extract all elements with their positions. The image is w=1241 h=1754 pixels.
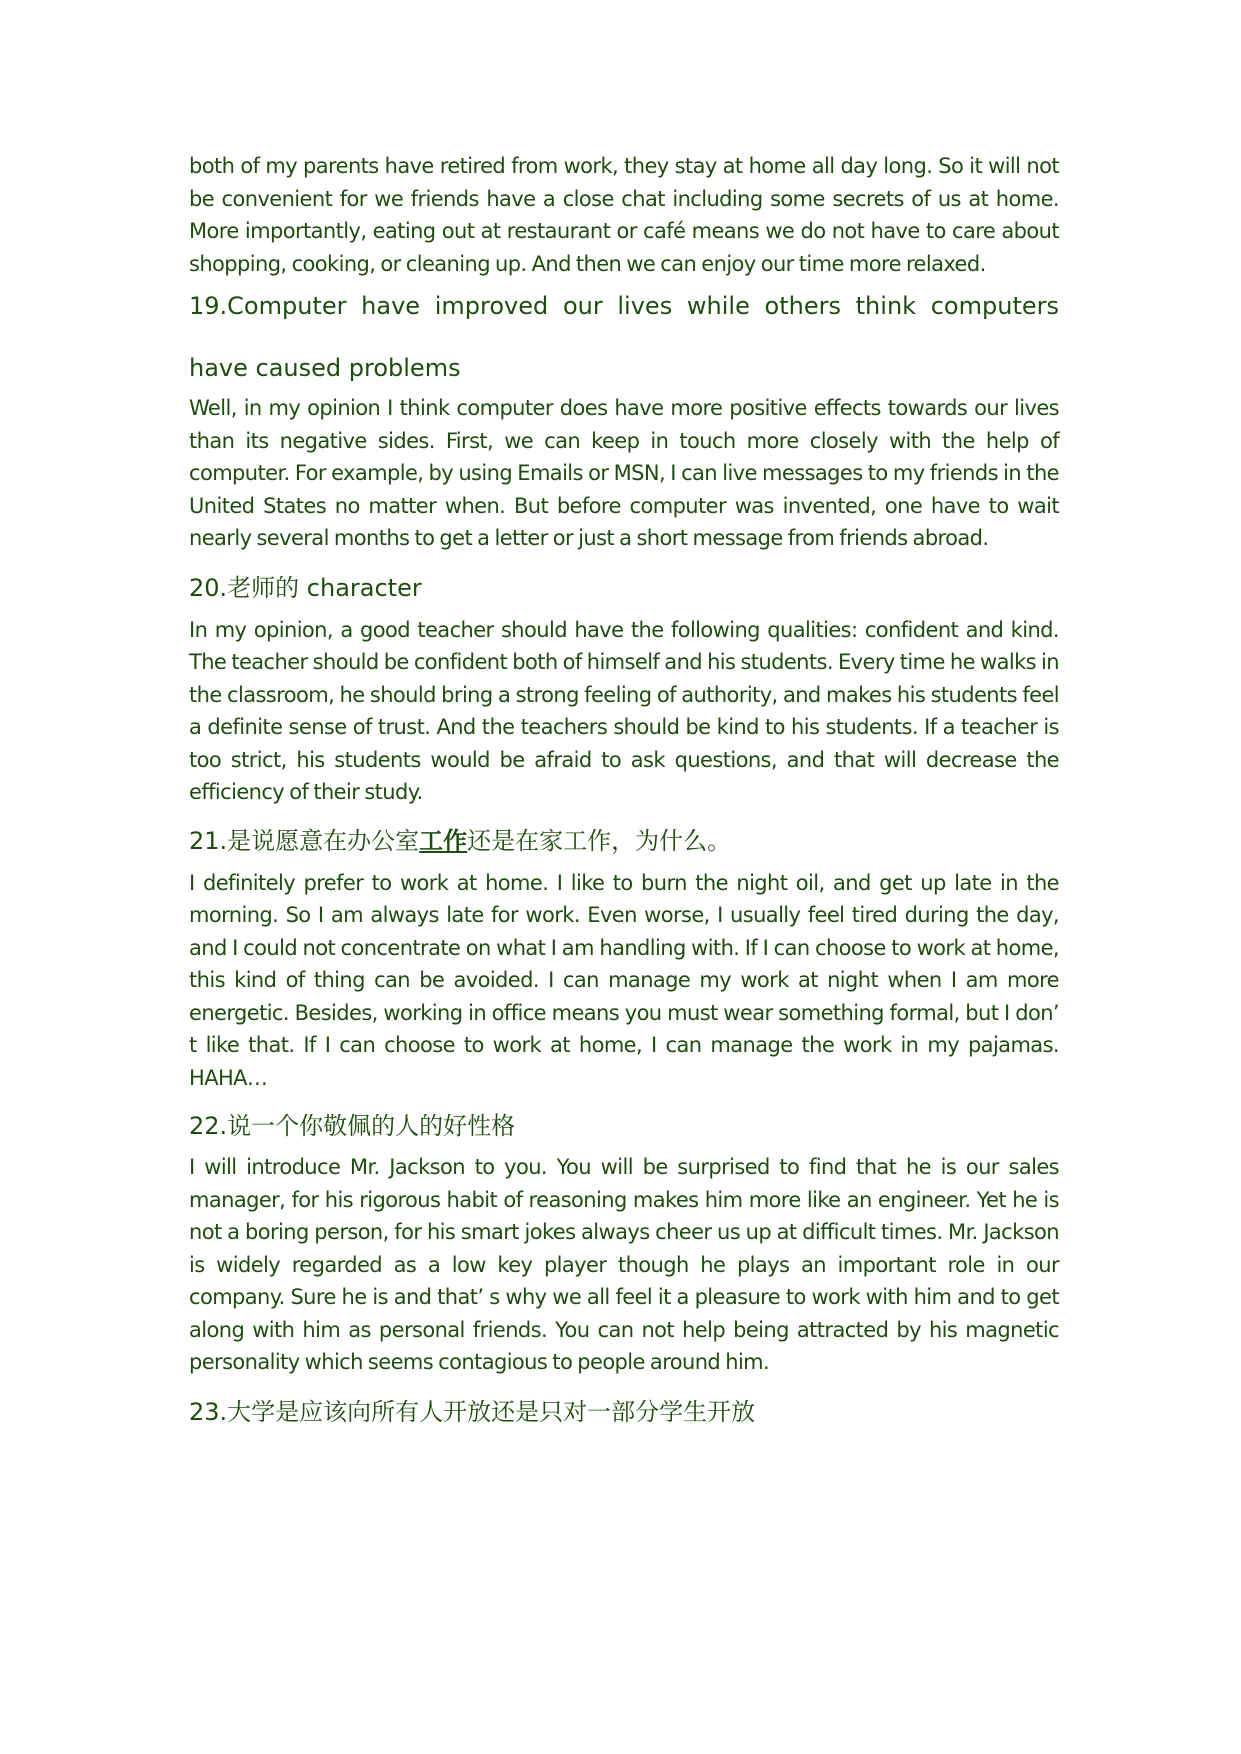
heading-22-admired-person: 22.说一个你敬佩的人的好性格 (189, 1112, 516, 1140)
heading-21-work-location (189, 821, 1059, 856)
heading-21-text-after: 还是在家工作，为什么。 (467, 826, 732, 855)
document-page (189, 150, 1059, 1427)
paragraph-computer-effects: Well, in my opinion I think computer does have more positive effects towards our lives than its negative sides. First, we can keep in touch more closely with the help of computer. For example, by using Emails or MSN, I can live messages to my friends in the United States no matter when. But before computer was invented, one have to wait nearly several months to get a letter or just a short message from friends abroad. (189, 396, 1059, 550)
paragraph-work-at-home: I definitely prefer to work at home. I like to burn the night oil, and get up late in the morning. So I am always late for work. Even worse, I usually feel tired during the day, and I could not concentrate on what I am handling with. If I can choose to work at home, this kind of thing can be avoided. I can manage my work at night when I am more energetic. Besides, working in office means you must wear something formal, but I don’ t like that. If I can choose to work at home, I can manage the work in my pajamas. HAHA… (189, 870, 1059, 1090)
heading-21-underlined-word: 工作 (419, 826, 468, 855)
paragraph-mr-jackson: I will introduce Mr. Jackson to you. You will be surprised to find that he is our sales manager, for his rigorous habit of reasoning makes him more like an engineer. Yet he is not a boring person, for his smart jokes always cheer us up at difficult times. Mr. Jackson is widely regarded as a low key player though he plays an important role in our company. Sure he is and that’ s why we all feel it a pleasure to work with him and to get along with him as personal friends. You can not help being attracted by his magnetic personality which seems contagious to people around him. (189, 1155, 1059, 1374)
heading-19-line-1: 19.Computer have improved our lives while others think computers (189, 292, 1059, 320)
heading-19-line-2: have caused problems (189, 354, 461, 382)
paragraph-good-teacher: In my opinion, a good teacher should have the following qualities: confident and kind. The teacher should be confident both of himself and his students. Every time he walks in the classroom, he should bring a strong feeling of authority, and makes his students feel a definite sense of trust. And the teachers should be kind to his students. If a teacher is too strict, his students would be afraid to ask questions, and that will decrease the efficiency of their study. (189, 617, 1059, 804)
heading-23-university-access: 23.大学是应该向所有人开放还是只对一部分学生开放 (189, 1397, 756, 1426)
heading-20-teacher-character: 20.老师的 character (189, 573, 422, 602)
heading-21-text-before: 21.是说愿意在办公室 (189, 826, 420, 855)
paragraph-parents-retired: both of my parents have retired from work, they stay at home all day long. So it will not be convenient for we friends have a close chat including some secrets of us at home. More importantly, eating out at restaurant or café means we do not have to care about shopping, cooking, or cleaning up. And then we can enjoy our time more relaxed. (189, 154, 1059, 276)
